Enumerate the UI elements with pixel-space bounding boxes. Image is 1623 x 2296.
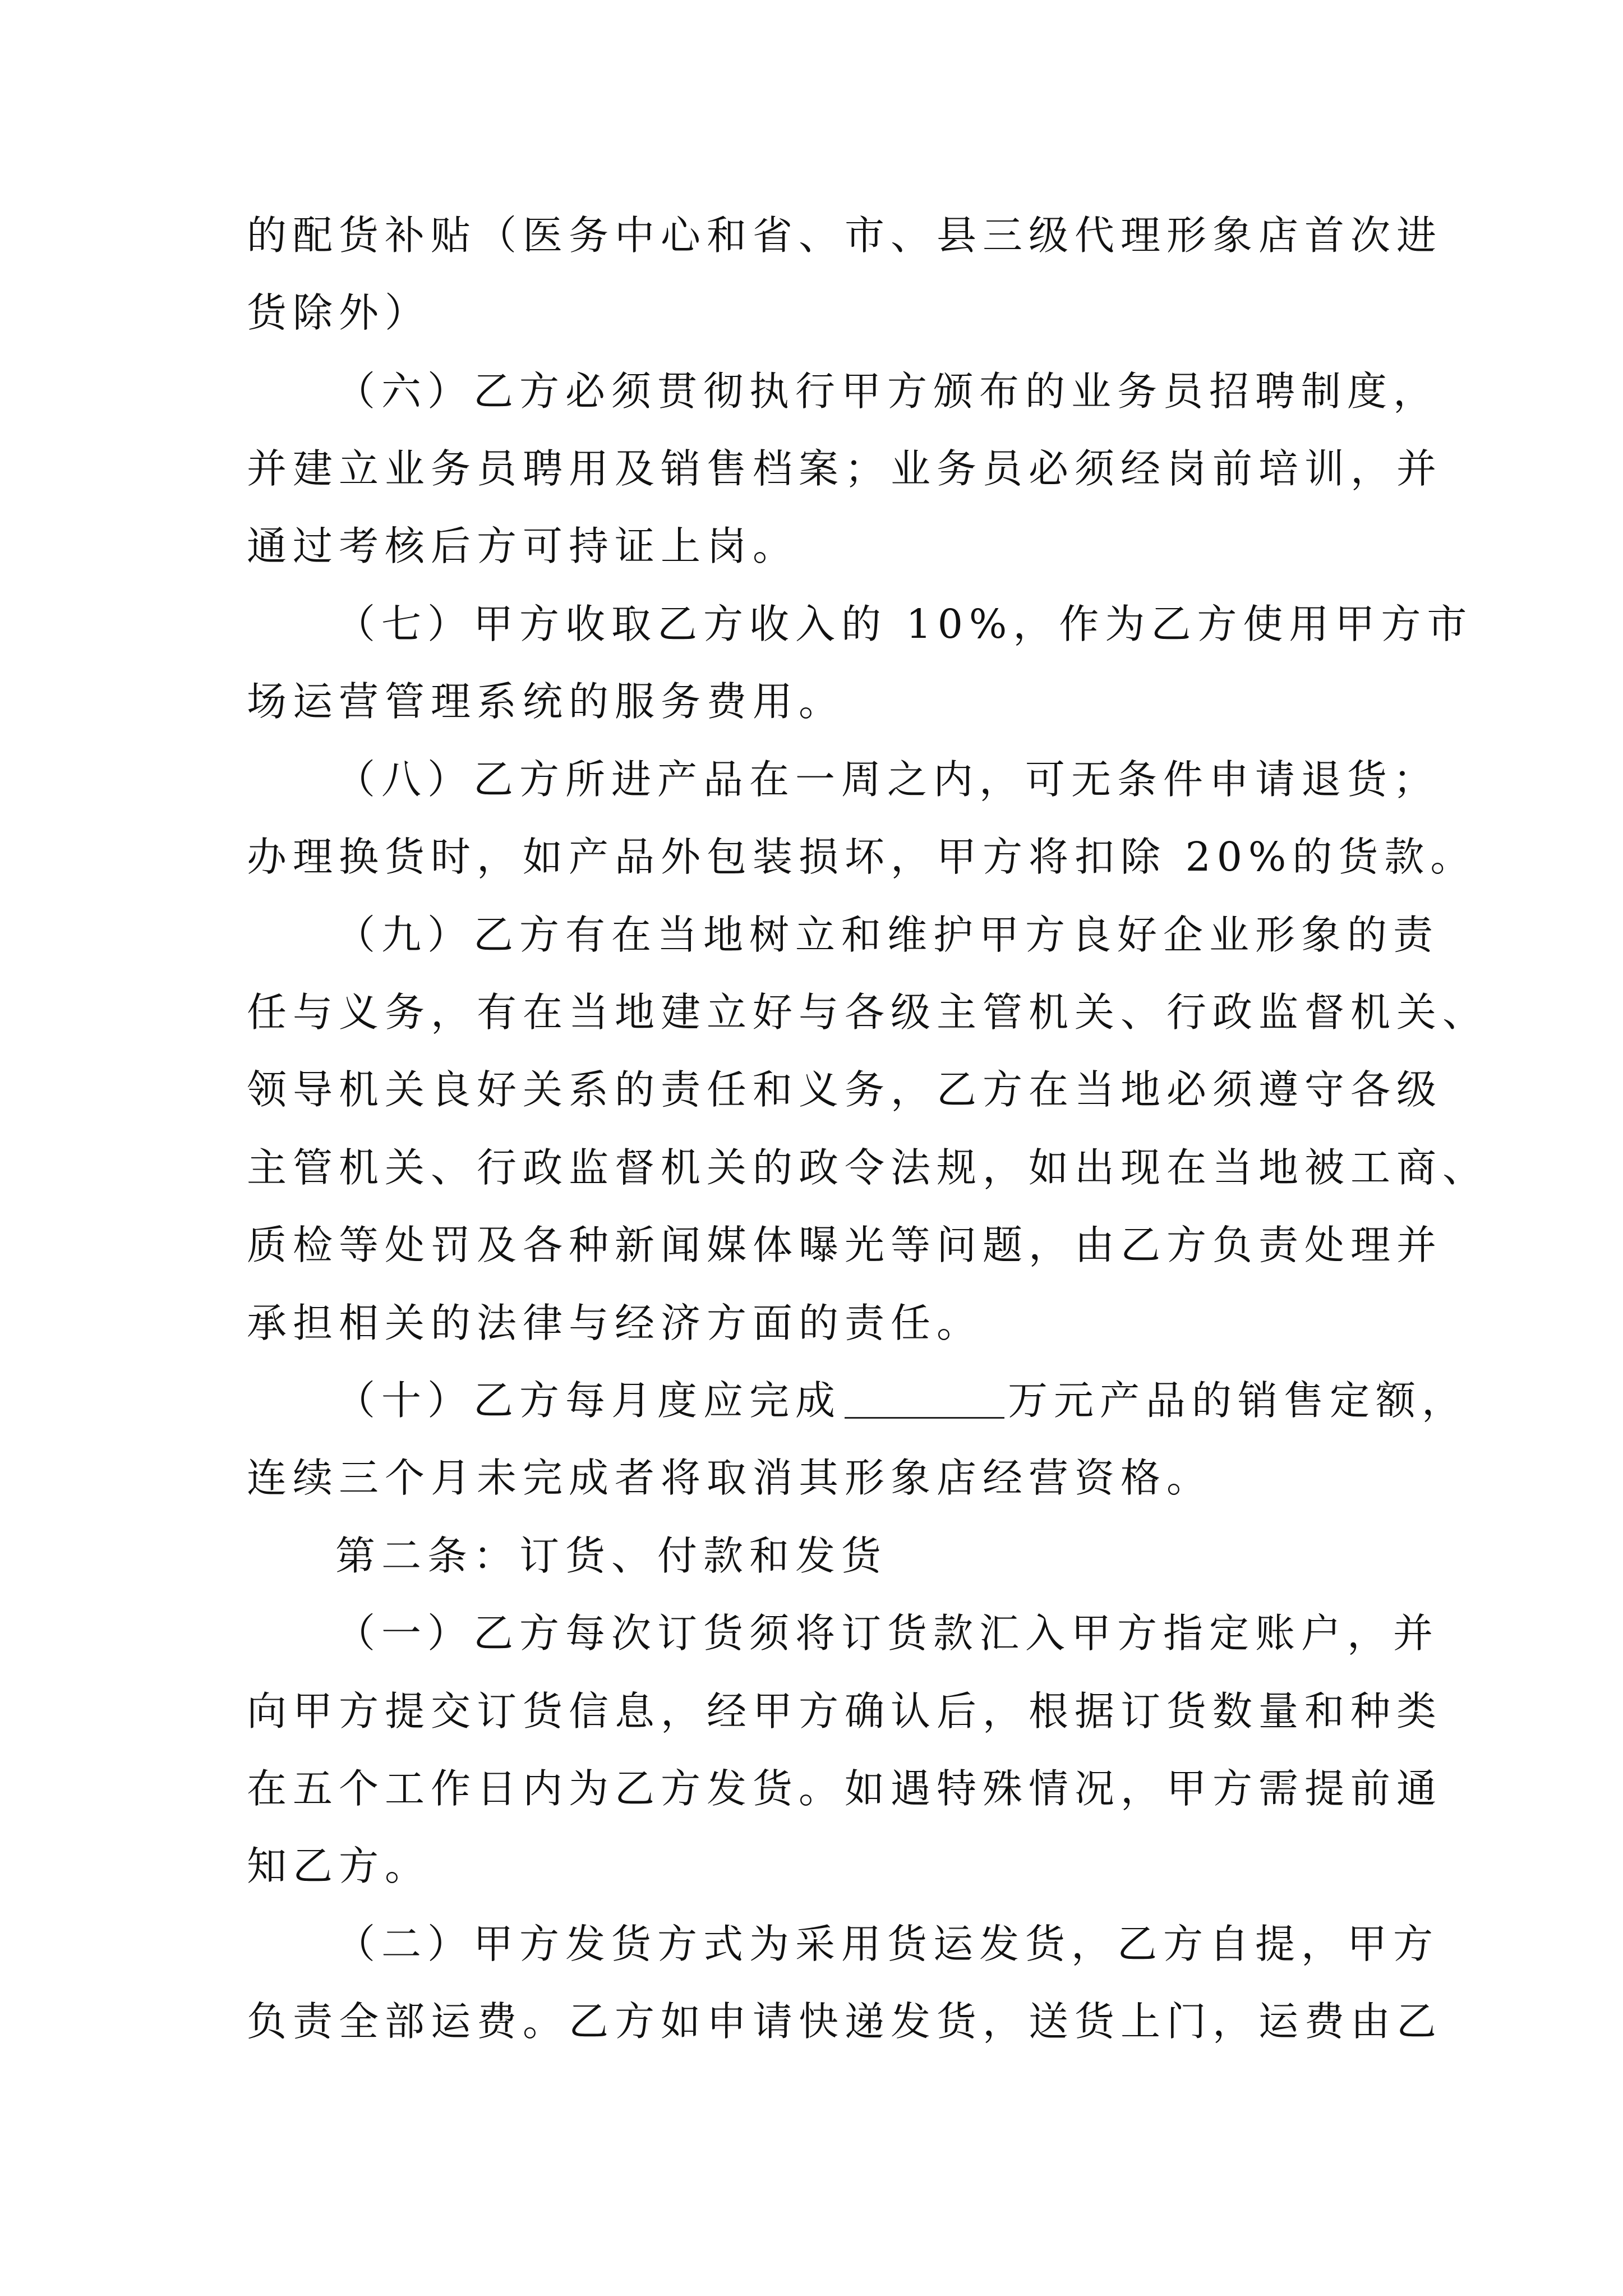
text-line: 的配货补贴（医务中心和省、市、县三级代理形象店首次进 — [247, 212, 1443, 259]
text-line: （二）甲方发货方式为采用货运发货，乙方自提，甲方 — [335, 1921, 1440, 1967]
text-line: 负责全部运费。乙方如申请快递发货，送货上门，运费由乙 — [247, 1998, 1443, 2045]
text-line: （六）乙方必须贯彻执行甲方颁布的业务员招聘制度， — [335, 368, 1440, 415]
section-heading: 第二条：订货、付款和发货 — [335, 1533, 888, 1579]
text-line: 主管机关、行政监督机关的政令法规，如出现在当地被工商、 — [247, 1144, 1489, 1191]
text-segment: （十）乙方每月度应完成 — [335, 1377, 842, 1424]
text-line: 货除外） — [247, 289, 431, 336]
text-line: （九）乙方有在当地树立和维护甲方良好企业形象的责 — [335, 912, 1440, 958]
text-segment: 万元产品的销售定额， — [1008, 1377, 1468, 1424]
text-line: 向甲方提交订货信息，经甲方确认后，根据订货数量和种类 — [247, 1688, 1443, 1734]
text-line: 知乙方。 — [247, 1843, 431, 1889]
text-line: 通过考核后方可持证上岗。 — [247, 523, 799, 569]
fill-in-blank — [845, 1383, 1004, 1419]
text-line: 承担相关的法律与经济方面的责任。 — [247, 1300, 983, 1346]
text-line-with-blank — [335, 1370, 1468, 1432]
text-line: 办理换货时，如产品外包装损坏，甲方将扣除 20%的货款。 — [247, 834, 1477, 880]
text-line: （一）乙方每次订货须将订货款汇入甲方指定账户，并 — [335, 1610, 1440, 1657]
text-line: （七）甲方收取乙方收入的 10%，作为乙方使用甲方市 — [335, 601, 1473, 647]
text-line: 在五个工作日内为乙方发货。如遇特殊情况，甲方需提前通 — [247, 1765, 1443, 1812]
text-line: （八）乙方所进产品在一周之内，可无条件申请退货； — [335, 756, 1440, 803]
text-line: 连续三个月未完成者将取消其形象店经营资格。 — [247, 1455, 1213, 1501]
text-line: 质检等处罚及各种新闻媒体曝光等问题，由乙方负责处理并 — [247, 1222, 1443, 1268]
text-line: 任与义务，有在当地建立好与各级主管机关、行政监督机关、 — [247, 989, 1489, 1036]
text-line: 并建立业务员聘用及销售档案；业务员必须经岗前培训，并 — [247, 445, 1443, 492]
text-line: 领导机关良好关系的责任和义务，乙方在当地必须遵守各级 — [247, 1066, 1443, 1113]
text-line: 场运营管理系统的服务费用。 — [247, 678, 845, 725]
